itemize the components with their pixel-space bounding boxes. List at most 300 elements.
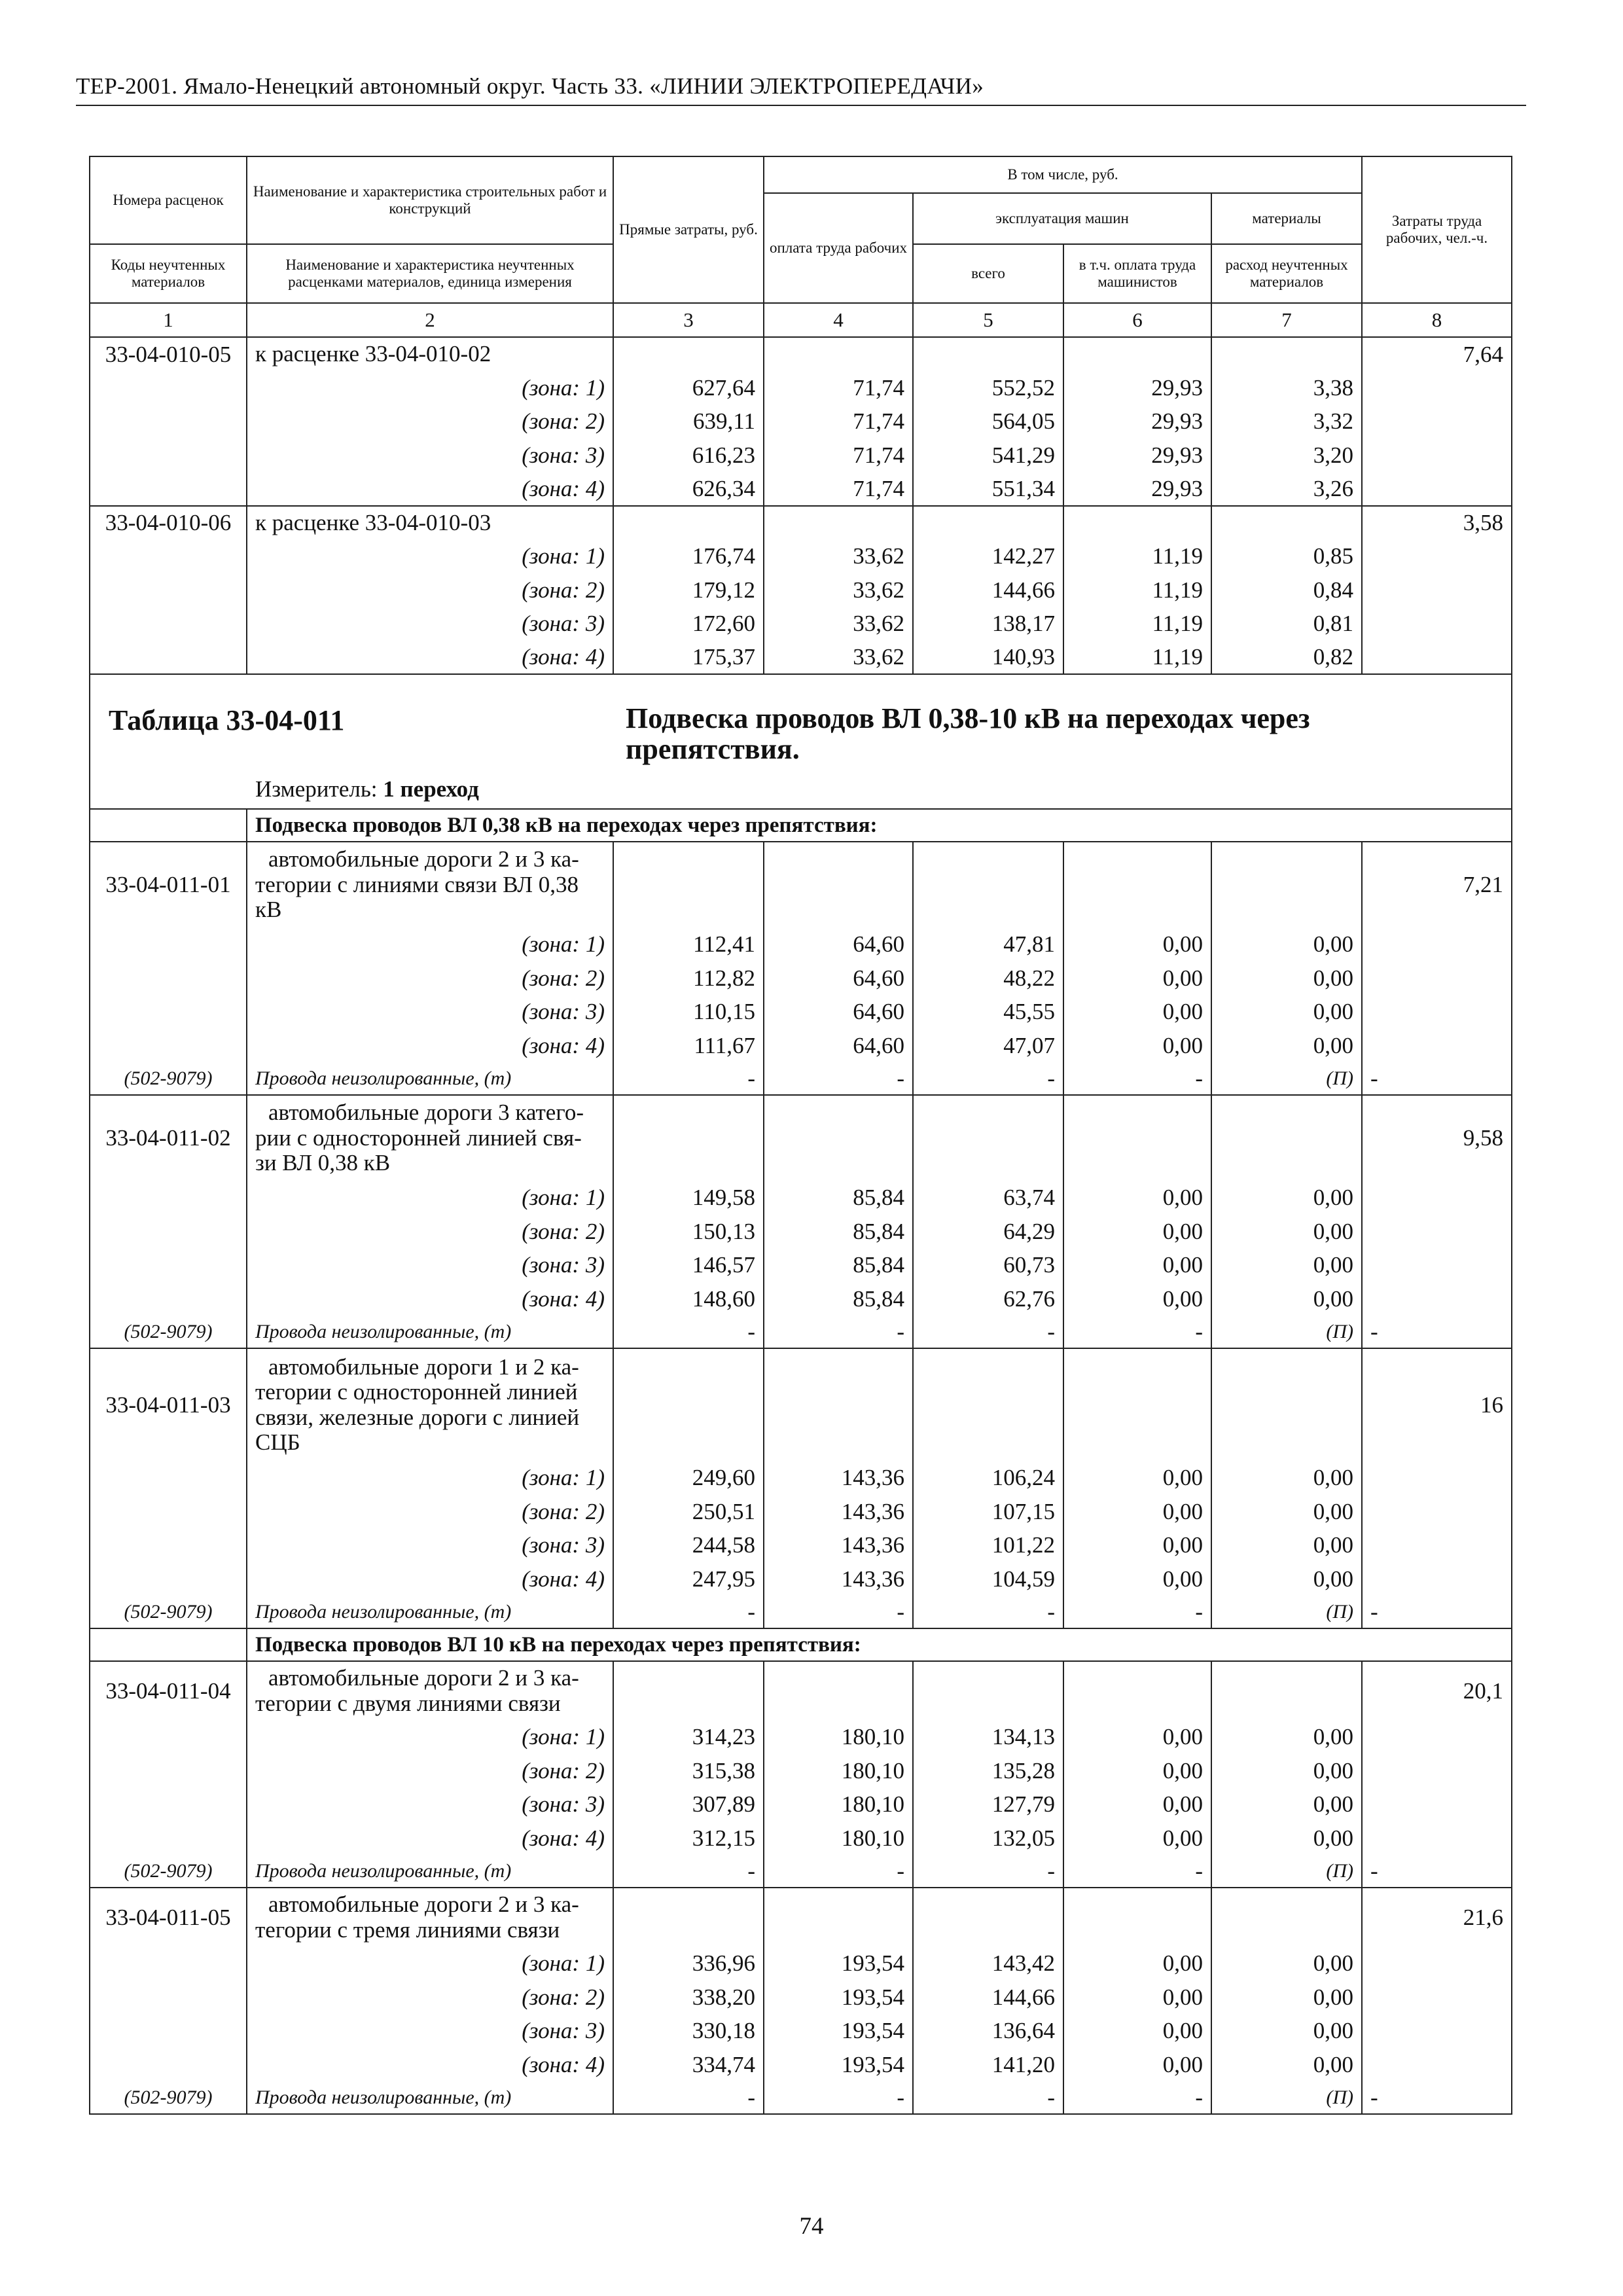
empty-code-cell bbox=[90, 1029, 247, 1063]
empty-code-cell bbox=[90, 371, 247, 405]
column-number: 3 bbox=[613, 303, 764, 337]
zone-label: (зона: 1) bbox=[247, 1946, 613, 1981]
material-name: Провода неизолированные, (т) bbox=[247, 2081, 613, 2114]
empty-cell bbox=[913, 1095, 1063, 1181]
material-dash: - bbox=[913, 1855, 1063, 1888]
zone-value: 71,74 bbox=[764, 404, 913, 439]
zone-value: 3,26 bbox=[1211, 472, 1362, 506]
material-dash: - bbox=[613, 2081, 764, 2114]
zone-value: 249,60 bbox=[613, 1461, 764, 1495]
description-line: автомобильные дороги 2 и 3 ка- bbox=[268, 846, 579, 872]
material-dash: - bbox=[1362, 2081, 1512, 2114]
material-dash: - bbox=[613, 1855, 764, 1888]
empty-code-cell bbox=[90, 961, 247, 996]
zone-row bbox=[90, 539, 1512, 573]
empty-cell bbox=[913, 1888, 1063, 1946]
zone-value: 110,15 bbox=[613, 995, 764, 1029]
zone-label: (зона: 4) bbox=[247, 641, 613, 675]
zone-row bbox=[90, 1181, 1512, 1215]
empty-code-cell bbox=[90, 404, 247, 439]
rate-row bbox=[90, 1661, 1512, 1720]
zone-value: 148,60 bbox=[613, 1282, 764, 1316]
empty-labor-cell bbox=[1362, 2048, 1512, 2082]
zone-label: (зона: 3) bbox=[247, 1787, 613, 1821]
hdr-material-usage: расход неучтенных материалов bbox=[1211, 244, 1362, 303]
description-line: автомобильные дороги 3 катего- bbox=[268, 1100, 584, 1126]
empty-labor-cell bbox=[1362, 1787, 1512, 1821]
empty-labor-cell bbox=[1362, 1461, 1512, 1495]
zone-value: 0,00 bbox=[1063, 1562, 1211, 1596]
zone-value: 552,52 bbox=[913, 371, 1063, 405]
zone-value: 627,64 bbox=[613, 371, 764, 405]
zone-label: (зона: 3) bbox=[247, 439, 613, 473]
rate-row bbox=[90, 506, 1512, 540]
zone-value: 0,00 bbox=[1211, 927, 1362, 961]
empty-cell bbox=[1063, 506, 1211, 540]
zone-label: (зона: 3) bbox=[247, 1248, 613, 1282]
zone-value: 29,93 bbox=[1063, 404, 1211, 439]
zone-value: 639,11 bbox=[613, 404, 764, 439]
zone-value: 307,89 bbox=[613, 1787, 764, 1821]
empty-cell bbox=[764, 1661, 913, 1720]
zone-row bbox=[90, 1528, 1512, 1562]
zone-label: (зона: 2) bbox=[247, 404, 613, 439]
empty-cell bbox=[613, 1888, 764, 1946]
zone-value: 172,60 bbox=[613, 607, 764, 641]
empty-code-cell bbox=[90, 1461, 247, 1495]
empty-cell bbox=[613, 1661, 764, 1720]
zone-value: 127,79 bbox=[913, 1787, 1063, 1821]
zone-value: 142,27 bbox=[913, 539, 1063, 573]
rate-code: 33-04-011-05 bbox=[90, 1888, 247, 1946]
zone-value: 0,00 bbox=[1211, 1029, 1362, 1063]
hdr-direct-costs: Прямые затраты, руб. bbox=[613, 156, 764, 303]
material-dash: - bbox=[1063, 1316, 1211, 1348]
material-dash: - bbox=[1063, 1062, 1211, 1095]
zone-row bbox=[90, 1461, 1512, 1495]
labor-value: 7,64 bbox=[1362, 337, 1512, 371]
empty-cell bbox=[613, 1095, 764, 1181]
empty-cell bbox=[764, 1348, 913, 1461]
zone-row bbox=[90, 1495, 1512, 1529]
zone-value: 104,59 bbox=[913, 1562, 1063, 1596]
material-dash: - bbox=[913, 1596, 1063, 1628]
empty-cell bbox=[1063, 1888, 1211, 1946]
zone-value: 0,00 bbox=[1211, 1981, 1362, 2015]
zone-row bbox=[90, 1282, 1512, 1316]
empty-code-cell bbox=[90, 2014, 247, 2048]
zone-label: (зона: 2) bbox=[247, 1215, 613, 1249]
column-number: 2 bbox=[247, 303, 613, 337]
zone-value: 85,84 bbox=[764, 1181, 913, 1215]
description-line: тегории с односторонней линией bbox=[255, 1379, 578, 1405]
hdr-machines-total: всего bbox=[913, 244, 1063, 303]
zone-value: 176,74 bbox=[613, 539, 764, 573]
material-row bbox=[90, 2081, 1512, 2114]
zone-value: 244,58 bbox=[613, 1528, 764, 1562]
hdr-material-codes: Коды неучтенных материалов bbox=[90, 244, 247, 303]
material-code: (502-9079) bbox=[90, 1596, 247, 1628]
zone-value: 29,93 bbox=[1063, 371, 1211, 405]
column-number: 1 bbox=[90, 303, 247, 337]
zone-label: (зона: 1) bbox=[247, 1720, 613, 1754]
material-qty: (П) bbox=[1211, 2081, 1362, 2114]
zone-value: 330,18 bbox=[613, 2014, 764, 2048]
material-dash: - bbox=[913, 1316, 1063, 1348]
zone-value: 11,19 bbox=[1063, 539, 1211, 573]
empty-labor-cell bbox=[1362, 371, 1512, 405]
zone-value: 193,54 bbox=[764, 1946, 913, 1981]
zone-value: 135,28 bbox=[913, 1754, 1063, 1788]
rate-row bbox=[90, 1888, 1512, 1946]
column-number: 8 bbox=[1362, 303, 1512, 337]
zone-value: 0,00 bbox=[1063, 1720, 1211, 1754]
zone-value: 64,60 bbox=[764, 995, 913, 1029]
empty-cell bbox=[1063, 842, 1211, 927]
zone-row bbox=[90, 2014, 1512, 2048]
rate-code: 33-04-011-04 bbox=[90, 1661, 247, 1720]
material-name: Провода неизолированные, (т) bbox=[247, 1855, 613, 1888]
page-number: 74 bbox=[799, 2213, 824, 2240]
rate-description bbox=[247, 1348, 613, 1461]
zone-row bbox=[90, 404, 1512, 439]
zone-value: 0,00 bbox=[1063, 1248, 1211, 1282]
zone-value: 180,10 bbox=[764, 1720, 913, 1754]
empty-labor-cell bbox=[1362, 439, 1512, 473]
description-line: автомобильные дороги 1 и 2 ка- bbox=[268, 1354, 579, 1380]
material-dash: - bbox=[764, 1062, 913, 1095]
meter-value: 1 переход bbox=[383, 776, 479, 802]
column-number: 6 bbox=[1063, 303, 1211, 337]
labor-value: 3,58 bbox=[1362, 506, 1512, 540]
zone-value: 143,42 bbox=[913, 1946, 1063, 1981]
zone-value: 3,38 bbox=[1211, 371, 1362, 405]
zone-value: 45,55 bbox=[913, 995, 1063, 1029]
empty-cell bbox=[613, 1348, 764, 1461]
meter bbox=[255, 776, 479, 802]
zone-value: 11,19 bbox=[1063, 641, 1211, 675]
zone-value: 0,00 bbox=[1211, 1562, 1362, 1596]
zone-label: (зона: 1) bbox=[247, 1181, 613, 1215]
empty-cell bbox=[764, 1888, 913, 1946]
material-dash: - bbox=[764, 1596, 913, 1628]
zone-value: 175,37 bbox=[613, 641, 764, 675]
rate-code: 33-04-011-01 bbox=[90, 842, 247, 927]
zone-value: 0,00 bbox=[1211, 961, 1362, 996]
zone-value: 0,85 bbox=[1211, 539, 1362, 573]
zone-value: 64,60 bbox=[764, 927, 913, 961]
zone-label: (зона: 4) bbox=[247, 472, 613, 506]
zone-value: 143,36 bbox=[764, 1562, 913, 1596]
material-code: (502-9079) bbox=[90, 1855, 247, 1888]
header-rule bbox=[76, 105, 1526, 106]
material-dash: - bbox=[1063, 1855, 1211, 1888]
material-dash: - bbox=[1362, 1855, 1512, 1888]
empty-labor-cell bbox=[1362, 404, 1512, 439]
zone-value: 3,32 bbox=[1211, 404, 1362, 439]
zone-row bbox=[90, 1562, 1512, 1596]
zone-value: 0,00 bbox=[1211, 1181, 1362, 1215]
labor-value: 20,1 bbox=[1362, 1661, 1512, 1720]
zone-label: (зона: 3) bbox=[247, 995, 613, 1029]
zone-value: 0,00 bbox=[1063, 961, 1211, 996]
hdr-materials: материалы bbox=[1211, 193, 1362, 244]
hdr-including-group: В том числе, руб. bbox=[764, 156, 1362, 193]
material-row bbox=[90, 1855, 1512, 1888]
table-title: Подвеска проводов ВЛ 0,38-10 кВ на переходах через препятствия. bbox=[626, 702, 1310, 765]
labor-value: 7,21 bbox=[1362, 842, 1512, 927]
empty-labor-cell bbox=[1362, 1720, 1512, 1754]
zone-value: 0,00 bbox=[1211, 1215, 1362, 1249]
zone-value: 0,00 bbox=[1211, 1528, 1362, 1562]
material-name: Провода неизолированные, (т) bbox=[247, 1062, 613, 1095]
zone-value: 85,84 bbox=[764, 1248, 913, 1282]
zone-value: 47,07 bbox=[913, 1029, 1063, 1063]
description-line: СЦБ bbox=[255, 1429, 300, 1455]
rate-code: 33-04-010-05 bbox=[90, 337, 247, 371]
zone-label: (зона: 4) bbox=[247, 1562, 613, 1596]
zone-value: 0,00 bbox=[1063, 2014, 1211, 2048]
zone-value: 33,62 bbox=[764, 641, 913, 675]
empty-code-cell bbox=[90, 641, 247, 675]
zone-value: 106,24 bbox=[913, 1461, 1063, 1495]
section-title-row bbox=[90, 809, 1512, 842]
description-line: связи, железные дороги с линией bbox=[255, 1404, 580, 1430]
zone-value: 0,00 bbox=[1211, 1248, 1362, 1282]
zone-value: 107,15 bbox=[913, 1495, 1063, 1529]
rate-row bbox=[90, 1348, 1512, 1461]
zone-value: 143,36 bbox=[764, 1461, 913, 1495]
zone-value: 551,34 bbox=[913, 472, 1063, 506]
material-dash: - bbox=[1362, 1596, 1512, 1628]
empty-cell bbox=[613, 337, 764, 371]
table-number: Таблица 33-04-011 bbox=[109, 704, 345, 736]
material-qty: (П) bbox=[1211, 1062, 1362, 1095]
hdr-work-name: Наименование и характеристика строительных работ и конструкций bbox=[247, 156, 613, 244]
empty-cell bbox=[1211, 337, 1362, 371]
empty-code-cell bbox=[90, 1248, 247, 1282]
rate-code: 33-04-011-02 bbox=[90, 1095, 247, 1181]
zone-value: 0,00 bbox=[1211, 1461, 1362, 1495]
zone-value: 64,60 bbox=[764, 961, 913, 996]
material-dash: - bbox=[913, 1062, 1063, 1095]
empty-code-cell bbox=[90, 1628, 247, 1661]
zone-value: 0,00 bbox=[1211, 2048, 1362, 2082]
empty-labor-cell bbox=[1362, 573, 1512, 607]
empty-code-cell bbox=[90, 1787, 247, 1821]
empty-labor-cell bbox=[1362, 1029, 1512, 1063]
zone-value: 0,00 bbox=[1211, 1754, 1362, 1788]
empty-cell bbox=[764, 337, 913, 371]
material-dash: - bbox=[613, 1062, 764, 1095]
zone-label: (зона: 1) bbox=[247, 539, 613, 573]
rate-description bbox=[247, 1095, 613, 1181]
material-dash: - bbox=[613, 1316, 764, 1348]
zone-value: 180,10 bbox=[764, 1754, 913, 1788]
zone-value: 0,00 bbox=[1211, 2014, 1362, 2048]
zone-value: 101,22 bbox=[913, 1528, 1063, 1562]
zone-value: 0,00 bbox=[1211, 1946, 1362, 1981]
zone-value: 112,82 bbox=[613, 961, 764, 996]
zone-value: 0,82 bbox=[1211, 641, 1362, 675]
labor-value: 9,58 bbox=[1362, 1095, 1512, 1181]
zone-value: 193,54 bbox=[764, 2014, 913, 2048]
zone-value: 134,13 bbox=[913, 1720, 1063, 1754]
material-qty: (П) bbox=[1211, 1316, 1362, 1348]
zone-row bbox=[90, 439, 1512, 473]
zone-value: 64,60 bbox=[764, 1029, 913, 1063]
zone-row bbox=[90, 1754, 1512, 1788]
empty-labor-cell bbox=[1362, 1821, 1512, 1856]
rate-code: 33-04-011-03 bbox=[90, 1348, 247, 1461]
empty-cell bbox=[1211, 1095, 1362, 1181]
description-line: автомобильные дороги 2 и 3 ка- bbox=[268, 1892, 579, 1917]
zone-value: 138,17 bbox=[913, 607, 1063, 641]
empty-cell bbox=[764, 842, 913, 927]
empty-labor-cell bbox=[1362, 995, 1512, 1029]
zone-value: 29,93 bbox=[1063, 439, 1211, 473]
empty-code-cell bbox=[90, 1754, 247, 1788]
zone-label: (зона: 1) bbox=[247, 927, 613, 961]
empty-code-cell bbox=[90, 472, 247, 506]
zone-label: (зона: 1) bbox=[247, 1461, 613, 1495]
empty-labor-cell bbox=[1362, 2014, 1512, 2048]
section-title: Подвеска проводов ВЛ 0,38 кВ на переходах через препятствия: bbox=[247, 809, 1512, 842]
empty-labor-cell bbox=[1362, 1181, 1512, 1215]
empty-code-cell bbox=[90, 439, 247, 473]
material-name: Провода неизолированные, (т) bbox=[247, 1596, 613, 1628]
zone-value: 0,00 bbox=[1063, 1821, 1211, 1856]
zone-row bbox=[90, 1821, 1512, 1856]
zone-label: (зона: 2) bbox=[247, 573, 613, 607]
zone-label: (зона: 3) bbox=[247, 2014, 613, 2048]
empty-code-cell bbox=[90, 1981, 247, 2015]
zone-value: 0,00 bbox=[1211, 1282, 1362, 1316]
hdr-material-names: Наименование и характеристика неучтенных расценками материалов, единица измерения bbox=[247, 244, 613, 303]
zone-value: 314,23 bbox=[613, 1720, 764, 1754]
empty-labor-cell bbox=[1362, 1981, 1512, 2015]
empty-cell bbox=[913, 337, 1063, 371]
zone-row bbox=[90, 573, 1512, 607]
material-row bbox=[90, 1062, 1512, 1095]
zone-value: 0,00 bbox=[1063, 1981, 1211, 2015]
empty-cell bbox=[613, 506, 764, 540]
zone-value: 0,00 bbox=[1211, 995, 1362, 1029]
empty-labor-cell bbox=[1362, 607, 1512, 641]
hdr-machines: эксплуатация машин bbox=[913, 193, 1211, 244]
description-line: автомобильные дороги 2 и 3 ка- bbox=[268, 1665, 579, 1691]
zone-value: 3,20 bbox=[1211, 439, 1362, 473]
hdr-rate-numbers: Номера расценок bbox=[90, 156, 247, 244]
empty-code-cell bbox=[90, 1215, 247, 1249]
zone-value: 143,36 bbox=[764, 1528, 913, 1562]
material-row bbox=[90, 1316, 1512, 1348]
empty-cell bbox=[913, 842, 1063, 927]
column-number: 4 bbox=[764, 303, 913, 337]
description-line: тегории с линиями связи ВЛ 0,38 bbox=[255, 871, 579, 897]
empty-labor-cell bbox=[1362, 961, 1512, 996]
column-numbers-row bbox=[90, 303, 1512, 337]
material-qty: (П) bbox=[1211, 1855, 1362, 1888]
rate-description bbox=[247, 1888, 613, 1946]
zone-value: 0,00 bbox=[1063, 2048, 1211, 2082]
page-header: ТЕР-2001. Ямало-Ненецкий автономный округ. Часть 33. «ЛИНИИ ЭЛЕКТРОПЕРЕДАЧИ» bbox=[76, 73, 984, 99]
empty-labor-cell bbox=[1362, 927, 1512, 961]
empty-cell bbox=[1063, 1661, 1211, 1720]
zone-value: 33,62 bbox=[764, 607, 913, 641]
zone-value: 0,00 bbox=[1063, 1461, 1211, 1495]
zone-value: 0,81 bbox=[1211, 607, 1362, 641]
material-code: (502-9079) bbox=[90, 1316, 247, 1348]
zone-value: 48,22 bbox=[913, 961, 1063, 996]
empty-labor-cell bbox=[1362, 1282, 1512, 1316]
zone-row bbox=[90, 2048, 1512, 2082]
empty-code-cell bbox=[90, 1821, 247, 1856]
zone-value: 64,29 bbox=[913, 1215, 1063, 1249]
zone-value: 334,74 bbox=[613, 2048, 764, 2082]
zone-row bbox=[90, 1215, 1512, 1249]
rate-row bbox=[90, 337, 1512, 371]
zone-value: 140,93 bbox=[913, 641, 1063, 675]
empty-code-cell bbox=[90, 1528, 247, 1562]
material-dash: - bbox=[1362, 1316, 1512, 1348]
zone-row bbox=[90, 607, 1512, 641]
zone-value: 63,74 bbox=[913, 1181, 1063, 1215]
zone-value: 71,74 bbox=[764, 371, 913, 405]
zone-value: 193,54 bbox=[764, 1981, 913, 2015]
empty-cell bbox=[1211, 506, 1362, 540]
rates-table bbox=[89, 156, 1512, 2115]
zone-value: 0,00 bbox=[1063, 1282, 1211, 1316]
hdr-labor-costs: Затраты труда рабочих, чел.-ч. bbox=[1362, 156, 1512, 303]
zone-value: 312,15 bbox=[613, 1821, 764, 1856]
rate-description bbox=[247, 842, 613, 927]
empty-cell bbox=[613, 842, 764, 927]
zone-label: (зона: 2) bbox=[247, 961, 613, 996]
zone-row bbox=[90, 1720, 1512, 1754]
zone-value: 315,38 bbox=[613, 1754, 764, 1788]
rate-row bbox=[90, 842, 1512, 927]
empty-code-cell bbox=[90, 809, 247, 842]
zone-label: (зона: 3) bbox=[247, 1528, 613, 1562]
empty-code-cell bbox=[90, 1720, 247, 1754]
empty-labor-cell bbox=[1362, 1248, 1512, 1282]
empty-code-cell bbox=[90, 1946, 247, 1981]
zone-value: 0,00 bbox=[1063, 1946, 1211, 1981]
zone-row bbox=[90, 1029, 1512, 1063]
zone-value: 150,13 bbox=[613, 1215, 764, 1249]
zone-value: 0,00 bbox=[1063, 1029, 1211, 1063]
zone-value: 33,62 bbox=[764, 573, 913, 607]
empty-labor-cell bbox=[1362, 472, 1512, 506]
empty-code-cell bbox=[90, 2048, 247, 2082]
zone-value: 11,19 bbox=[1063, 607, 1211, 641]
zone-value: 143,36 bbox=[764, 1495, 913, 1529]
zone-value: 47,81 bbox=[913, 927, 1063, 961]
zone-value: 336,96 bbox=[613, 1946, 764, 1981]
description-line: рии с односторонней линией свя- bbox=[255, 1124, 582, 1151]
material-row bbox=[90, 1596, 1512, 1628]
material-dash: - bbox=[764, 1855, 913, 1888]
section-title-row bbox=[90, 1628, 1512, 1661]
zone-value: 541,29 bbox=[913, 439, 1063, 473]
material-dash: - bbox=[913, 2081, 1063, 2114]
empty-cell bbox=[764, 506, 913, 540]
empty-labor-cell bbox=[1362, 1215, 1512, 1249]
zone-value: 60,73 bbox=[913, 1248, 1063, 1282]
zone-label: (зона: 4) bbox=[247, 1282, 613, 1316]
table-caption bbox=[90, 674, 1512, 809]
